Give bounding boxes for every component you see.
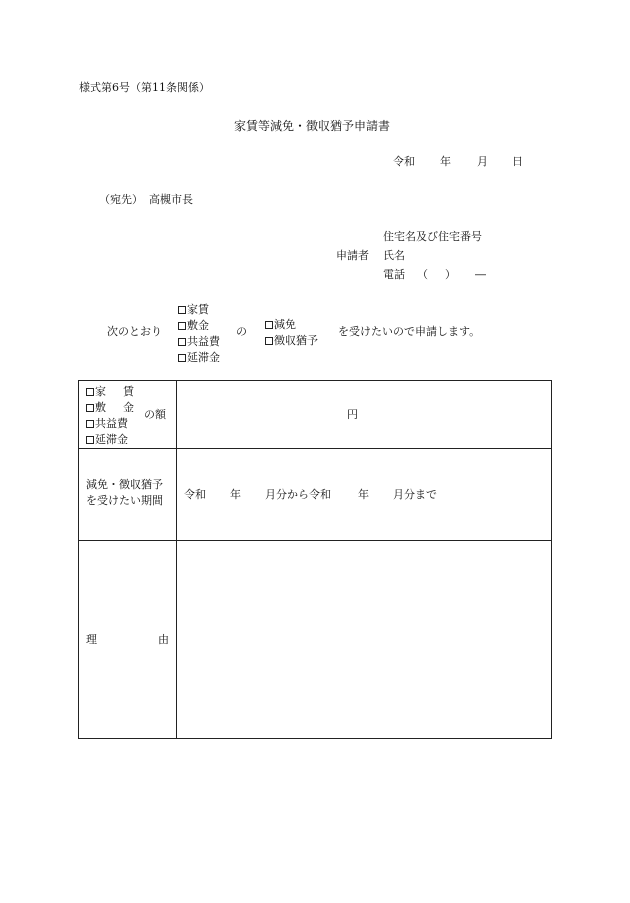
phone-dash: ― — [475, 268, 486, 281]
statement-prefix: 次のとおり — [107, 325, 162, 338]
form-number: 様式第6号（第11条関係） — [79, 81, 210, 94]
amount-option-common-fee[interactable]: 共益費 — [86, 416, 134, 432]
checkbox-icon[interactable] — [178, 322, 186, 330]
checkbox-icon[interactable] — [178, 354, 186, 362]
checkbox-icon[interactable] — [86, 388, 94, 396]
date-month-label: 月 — [477, 155, 488, 168]
period-from-year: 年 — [230, 488, 241, 501]
amount-unit: 円 — [347, 408, 358, 421]
applicant-name-label: 氏名 — [383, 249, 405, 262]
checkbox-icon[interactable] — [86, 420, 94, 428]
table-row-divider-1 — [78, 448, 552, 449]
amount-option-late-fee[interactable]: 延滞金 — [86, 432, 134, 448]
applicant-phone-label: 電話 — [383, 268, 405, 281]
amount-option-rent[interactable]: 家 賃 — [86, 384, 134, 400]
statement-connector: の — [236, 325, 247, 338]
checkbox-icon[interactable] — [265, 337, 273, 345]
reason-label-first: 理 — [86, 633, 97, 646]
period-label-line2: を受けたい期間 — [86, 494, 163, 507]
date-year-label: 年 — [440, 155, 451, 168]
action-checkbox-list — [265, 317, 318, 349]
action-option-deferral[interactable]: 徴収猶予 — [265, 333, 318, 349]
date-era: 令和 — [393, 155, 415, 168]
applicant-address-label: 住宅名及び住宅番号 — [383, 230, 482, 243]
form-title: 家賃等減免・徴収猶予申請書 — [234, 119, 391, 133]
statement-suffix: を受けたいので申請します。 — [338, 325, 481, 338]
fee-type-option-deposit[interactable]: 敷金 — [178, 318, 220, 334]
reason-input-area[interactable] — [177, 541, 551, 738]
phone-close-paren: ） — [445, 268, 456, 281]
checkbox-icon[interactable] — [178, 338, 186, 346]
addressee-name: 高槻市長 — [149, 193, 193, 206]
fee-type-option-rent[interactable]: 家賃 — [178, 302, 220, 318]
fee-type-option-late-fee[interactable]: 延滞金 — [178, 350, 220, 366]
period-from-month: 月分から令和 — [265, 488, 331, 501]
checkbox-icon[interactable] — [86, 436, 94, 444]
phone-open-paren: （ — [417, 268, 428, 281]
period-label-line1: 減免・徴収猶予 — [86, 478, 163, 491]
amount-option-deposit[interactable]: 敷 金 — [86, 400, 134, 416]
fee-type-option-common-fee[interactable]: 共益費 — [178, 334, 220, 350]
action-option-reduction[interactable]: 減免 — [265, 317, 318, 333]
fee-type-checkbox-list — [178, 302, 220, 366]
checkbox-icon[interactable] — [265, 321, 273, 329]
reason-label-second: 由 — [158, 633, 169, 646]
period-to-year: 年 — [358, 488, 369, 501]
amount-label-suffix: の額 — [144, 408, 166, 421]
period-from-era: 令和 — [184, 488, 206, 501]
checkbox-icon[interactable] — [86, 404, 94, 412]
addressee-prefix: （宛先） — [99, 193, 143, 206]
date-day-label: 日 — [512, 155, 523, 168]
applicant-role: 申請者 — [336, 249, 369, 262]
checkbox-icon[interactable] — [178, 306, 186, 314]
amount-type-checkbox-list — [86, 384, 134, 448]
period-to-month: 月分まで — [393, 488, 437, 501]
